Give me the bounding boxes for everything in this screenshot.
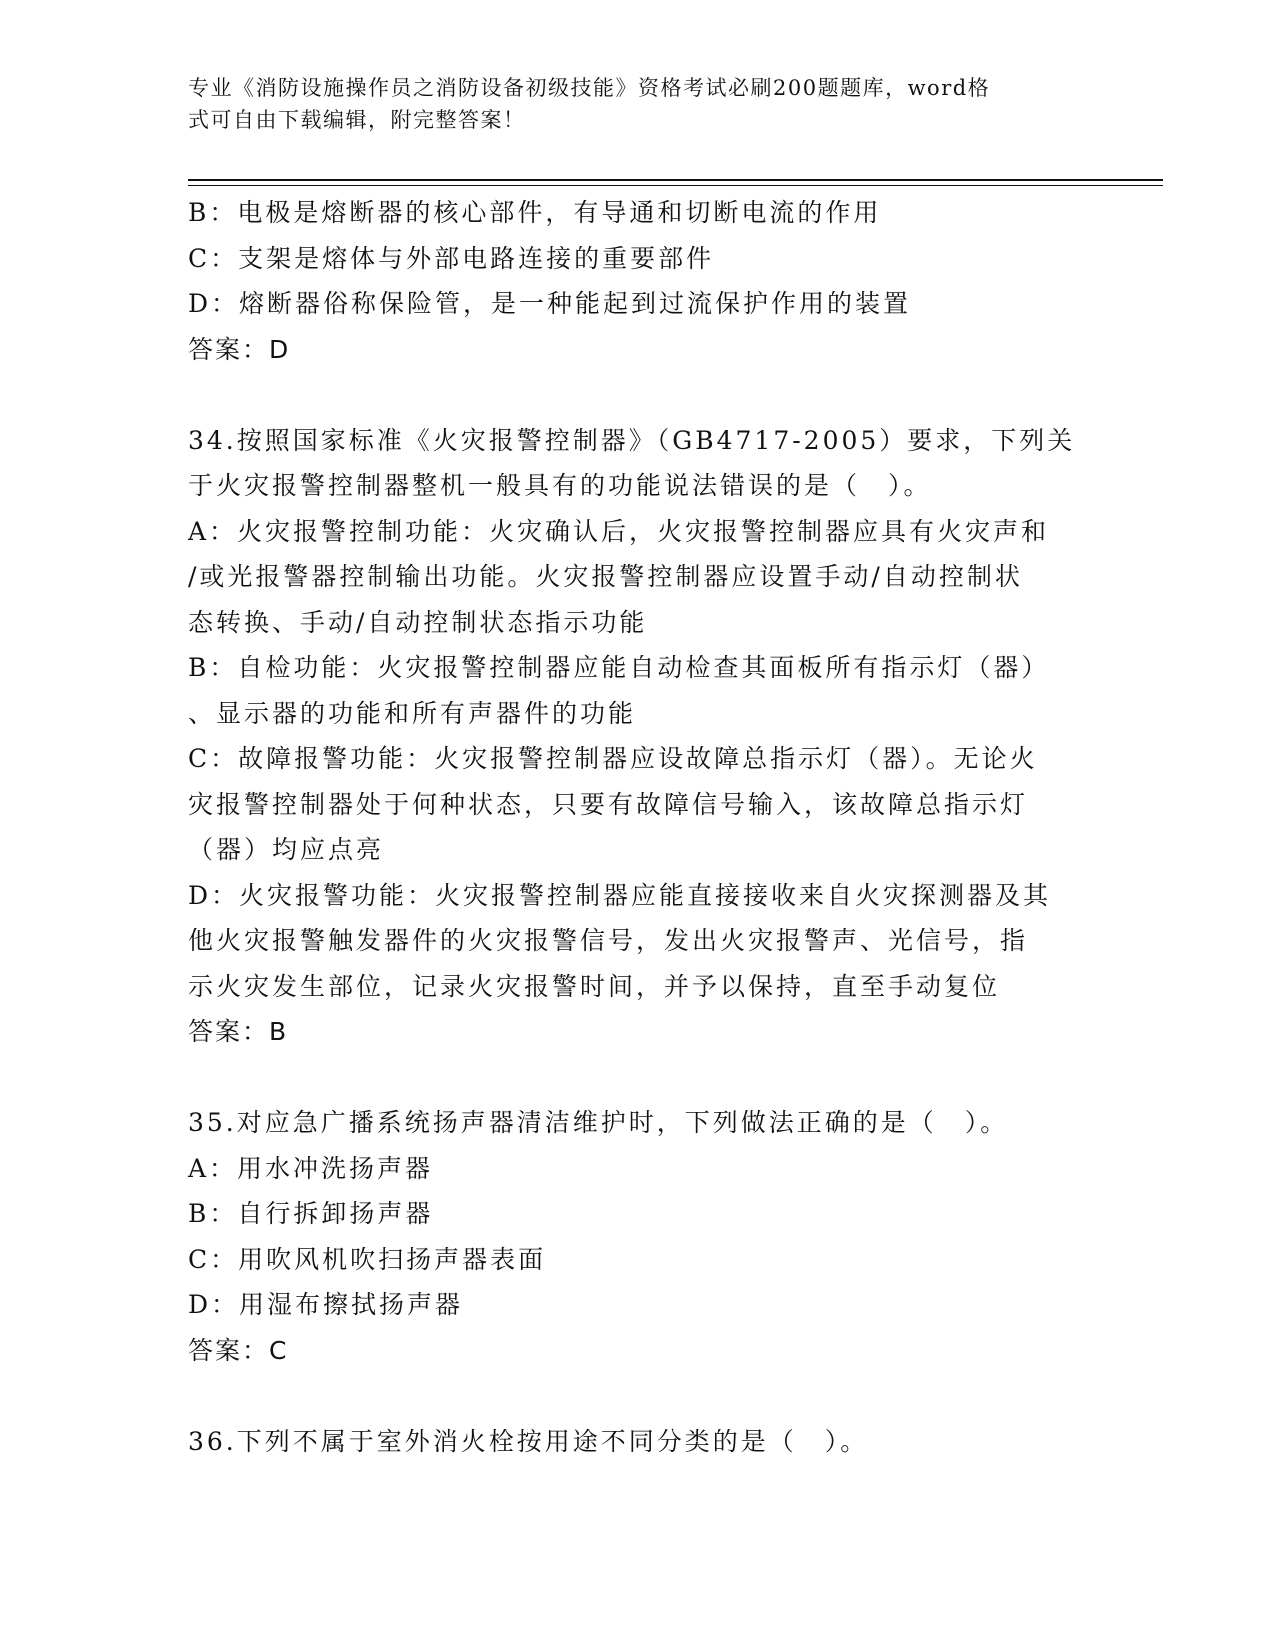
question-35 <box>188 1100 1068 1373</box>
header-title-line-2: 式可自由下载编辑，附完整答案！ <box>188 108 526 132</box>
option-a: 态转换、手动/自动控制状态指示功能 <box>188 607 648 637</box>
option-a: /或光报警器控制输出功能。火灾报警控制器应设置手动/自动控制状 <box>188 562 1023 591</box>
option-d: 示火灾发生部位，记录火灾报警时间，并予以保持，直至手动复位 <box>188 971 1001 1001</box>
question-stem: 36.下列不属于室外消火栓按用途不同分类的是（ ）。 <box>188 1426 869 1456</box>
answer-label: 答案：C <box>188 1335 289 1365</box>
option-c: 灾报警控制器处于何种状态，只要有故障信号输入，该故障总指示灯 <box>188 789 1029 819</box>
option-b: B：电极是熔断器的核心部件，有导通和切断电流的作用 <box>188 198 882 227</box>
spacer <box>188 1373 1068 1419</box>
option-d: D：火灾报警功能：火灾报警控制器应能直接接收来自火灾探测器及其 <box>188 880 1052 910</box>
answer-label: 答案：B <box>188 1017 289 1046</box>
option-d: 他火灾报警触发器件的火灾报警信号，发出火灾报警声、光信号，指 <box>188 926 1029 955</box>
spacer <box>188 372 1068 418</box>
option-b: B：自行拆卸扬声器 <box>188 1199 434 1228</box>
option-b: 、显示器的功能和所有声器件的功能 <box>188 698 637 728</box>
option-d: D：用湿布擦拭扬声器 <box>188 1290 464 1319</box>
document-header <box>188 72 1068 136</box>
question-stem: 35.对应急广播系统扬声器清洁维护时，下列做法正确的是（ ）。 <box>188 1108 1009 1137</box>
header-rule-thin <box>188 185 1163 186</box>
option-a: A：用水冲洗扬声器 <box>188 1153 434 1183</box>
header-rule-thick <box>188 179 1163 181</box>
option-d: D：熔断器俗称保险管，是一种能起到过流保护作用的装置 <box>188 289 912 318</box>
question-34 <box>188 418 1076 1055</box>
option-c: C：用吹风机吹扫扬声器表面 <box>188 1244 547 1274</box>
option-b: B：自检功能：火灾报警控制器应能自动检查其面板所有指示灯（器） <box>188 653 1050 682</box>
spacer <box>188 1055 1068 1101</box>
option-c: （器）均应点亮 <box>188 835 385 864</box>
question-33-continued <box>188 190 1068 372</box>
question-stem: 于火灾报警控制器整机一般具有的功能说法错误的是（ ）。 <box>188 471 932 500</box>
option-c: C：支架是熔体与外部电路连接的重要部件 <box>188 243 715 273</box>
option-c: C：故障报警功能：火灾报警控制器应设故障总指示灯（器）。无论火 <box>188 744 1038 773</box>
answer-label: 答案：D <box>188 334 291 364</box>
header-title-line-1: 专业《消防设施操作员之消防设备初级技能》资格考试必刷200题题库，word格 <box>188 76 991 100</box>
option-a: A：火灾报警控制功能：火灾确认后，火灾报警控制器应具有火灾声和 <box>188 516 1050 546</box>
question-36 <box>188 1419 1068 1465</box>
question-stem: 34.按照国家标准《火灾报警控制器》（GB4717-2005）要求，下列关 <box>188 425 1076 455</box>
question-content <box>188 190 1076 1464</box>
